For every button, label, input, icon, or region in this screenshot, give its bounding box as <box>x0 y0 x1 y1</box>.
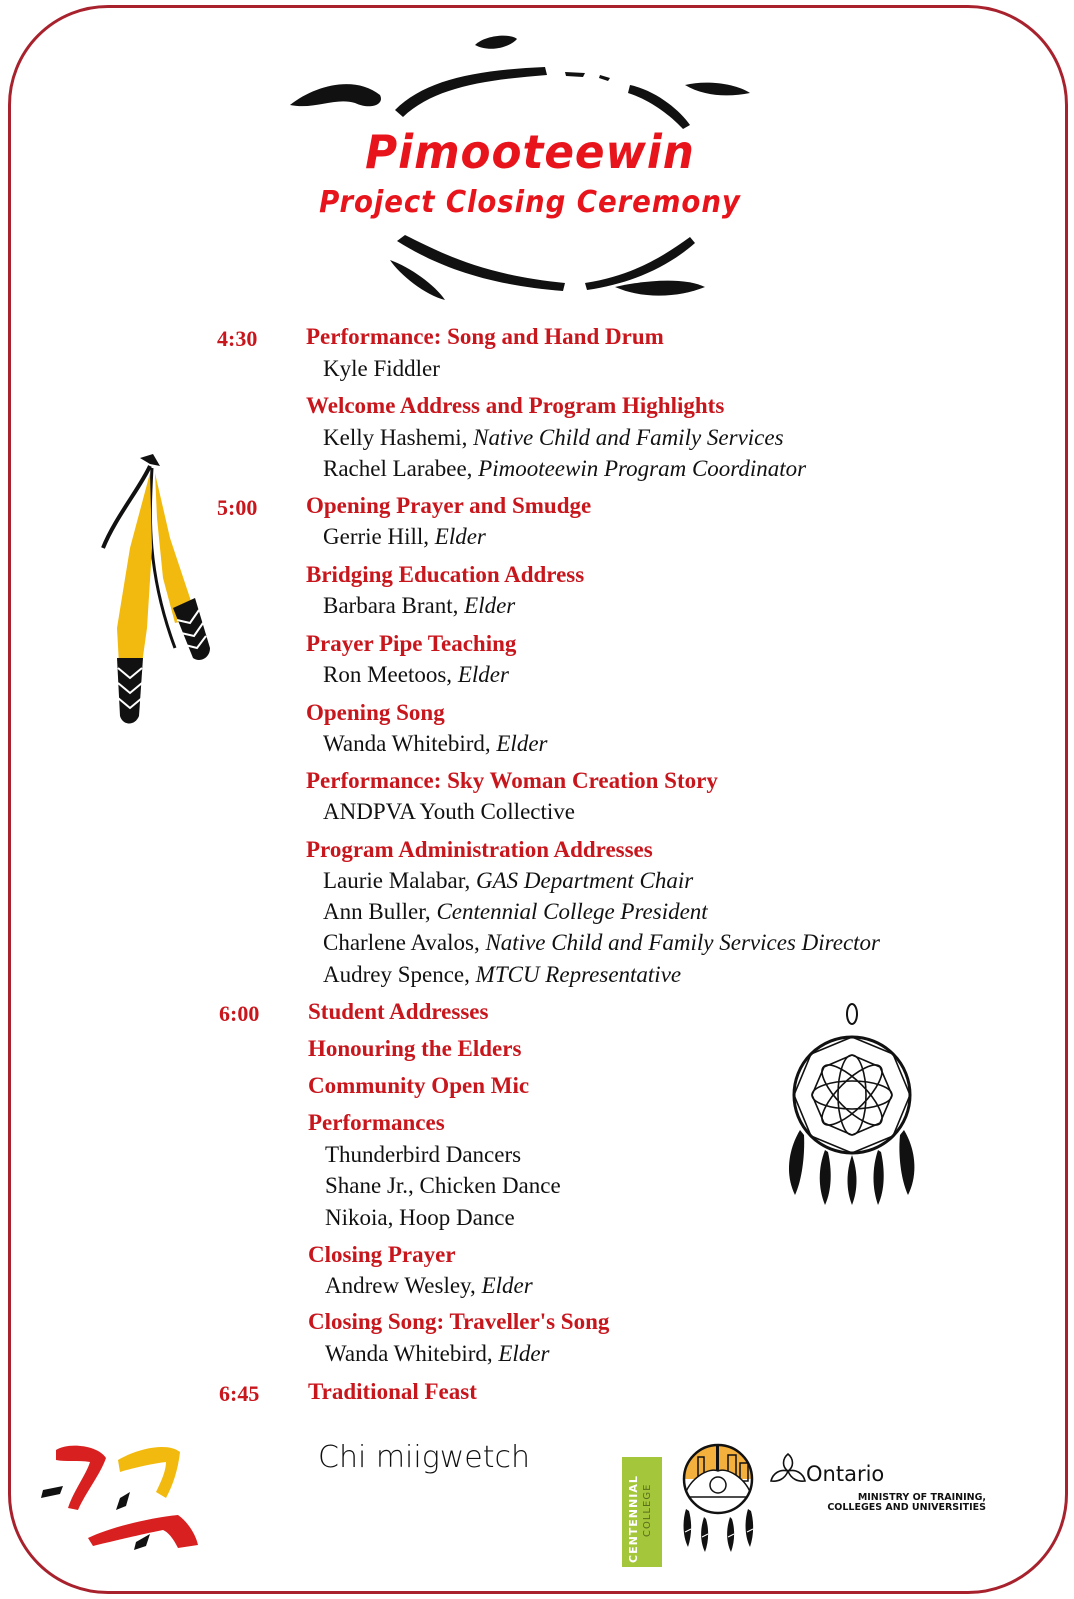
time-label: 6:00 <box>219 1001 260 1026</box>
program-item-heading: Prayer Pipe Teaching <box>306 631 517 656</box>
time-label: 5:00 <box>217 495 258 520</box>
ministry-name: MINISTRY OF TRAINING, COLLEGES AND UNIVERSITIES <box>827 1492 986 1513</box>
program-item-heading: Opening Song <box>306 700 445 725</box>
program-item-person: Ann Buller, Centennial College President <box>323 899 708 924</box>
college-logo-text: COLLEGE <box>642 1483 653 1537</box>
native-child-family-services-logo-icon <box>680 1437 762 1557</box>
program-item-person: Gerrie Hill, Elder <box>323 524 486 549</box>
program-item-person: Andrew Wesley, Elder <box>325 1273 533 1298</box>
program-item-heading: Performance: Song and Hand Drum <box>306 324 664 349</box>
ontario-ministry-logo <box>766 1445 996 1520</box>
header-logo <box>285 25 775 310</box>
event-title: Pimooteewin <box>365 125 695 179</box>
program-item-heading: Closing Song: Traveller's Song <box>308 1309 610 1334</box>
abstract-brushstroke-logo-icon <box>38 1430 208 1550</box>
program-item-person: Thunderbird Dancers <box>325 1142 522 1167</box>
program-item-person: Wanda Whitebird, Elder <box>325 1341 550 1366</box>
program-item-person: Charlene Avalos, Native Child and Family Services Director <box>323 930 880 955</box>
program-item-person: ANDPVA Youth Collective <box>323 799 575 824</box>
time-label: 4:30 <box>217 326 258 351</box>
program-item-person: Audrey Spence, MTCU Representative <box>323 962 682 987</box>
time-label: 6:45 <box>219 1381 260 1406</box>
program-item-person: Ron Meetoos, Elder <box>323 662 509 687</box>
program-item-heading: Program Administration Addresses <box>306 837 653 862</box>
dreamcatcher-icon <box>780 1000 920 1210</box>
program-item-person: Kyle Fiddler <box>323 356 440 381</box>
program-item-person: Rachel Larabee, Pimooteewin Program Coordinator <box>323 456 807 481</box>
program-item-heading: Welcome Address and Program Highlights <box>306 393 725 418</box>
centennial-logo-text: CENTENNIAL <box>627 1475 640 1563</box>
event-subtitle: Project Closing Ceremony <box>319 185 741 220</box>
program-item-person: Kelly Hashemi, Native Child and Family Services <box>323 425 784 450</box>
program-item-heading: Performance: Sky Woman Creation Story <box>306 768 718 793</box>
trillium-icon <box>768 1449 808 1489</box>
program-item-heading: Closing Prayer <box>308 1242 456 1267</box>
program-item-person: Wanda Whitebird, Elder <box>323 731 548 756</box>
program-item-person: Shane Jr., Chicken Dance <box>325 1173 561 1198</box>
ontario-wordmark: Ontario <box>806 1462 885 1486</box>
program-item-person: Nikoia, Hoop Dance <box>325 1205 515 1230</box>
centennial-college-logo <box>622 1457 662 1567</box>
program-item-heading: Community Open Mic <box>308 1073 530 1098</box>
program-item-heading: Opening Prayer and Smudge <box>306 493 592 518</box>
program-item-heading: Performances <box>308 1110 445 1135</box>
feathers-icon <box>95 448 220 733</box>
program-item-heading: Traditional Feast <box>308 1379 477 1404</box>
program-item-heading: Bridging Education Address <box>306 562 585 587</box>
program-item-heading: Student Addresses <box>308 999 489 1024</box>
program-item-person: Barbara Brant, Elder <box>323 593 516 618</box>
thank-you-text: Chi miigwetch <box>318 1440 530 1475</box>
program-item-heading: Honouring the Elders <box>308 1036 522 1061</box>
program-item-person: Laurie Malabar, GAS Department Chair <box>323 868 694 893</box>
